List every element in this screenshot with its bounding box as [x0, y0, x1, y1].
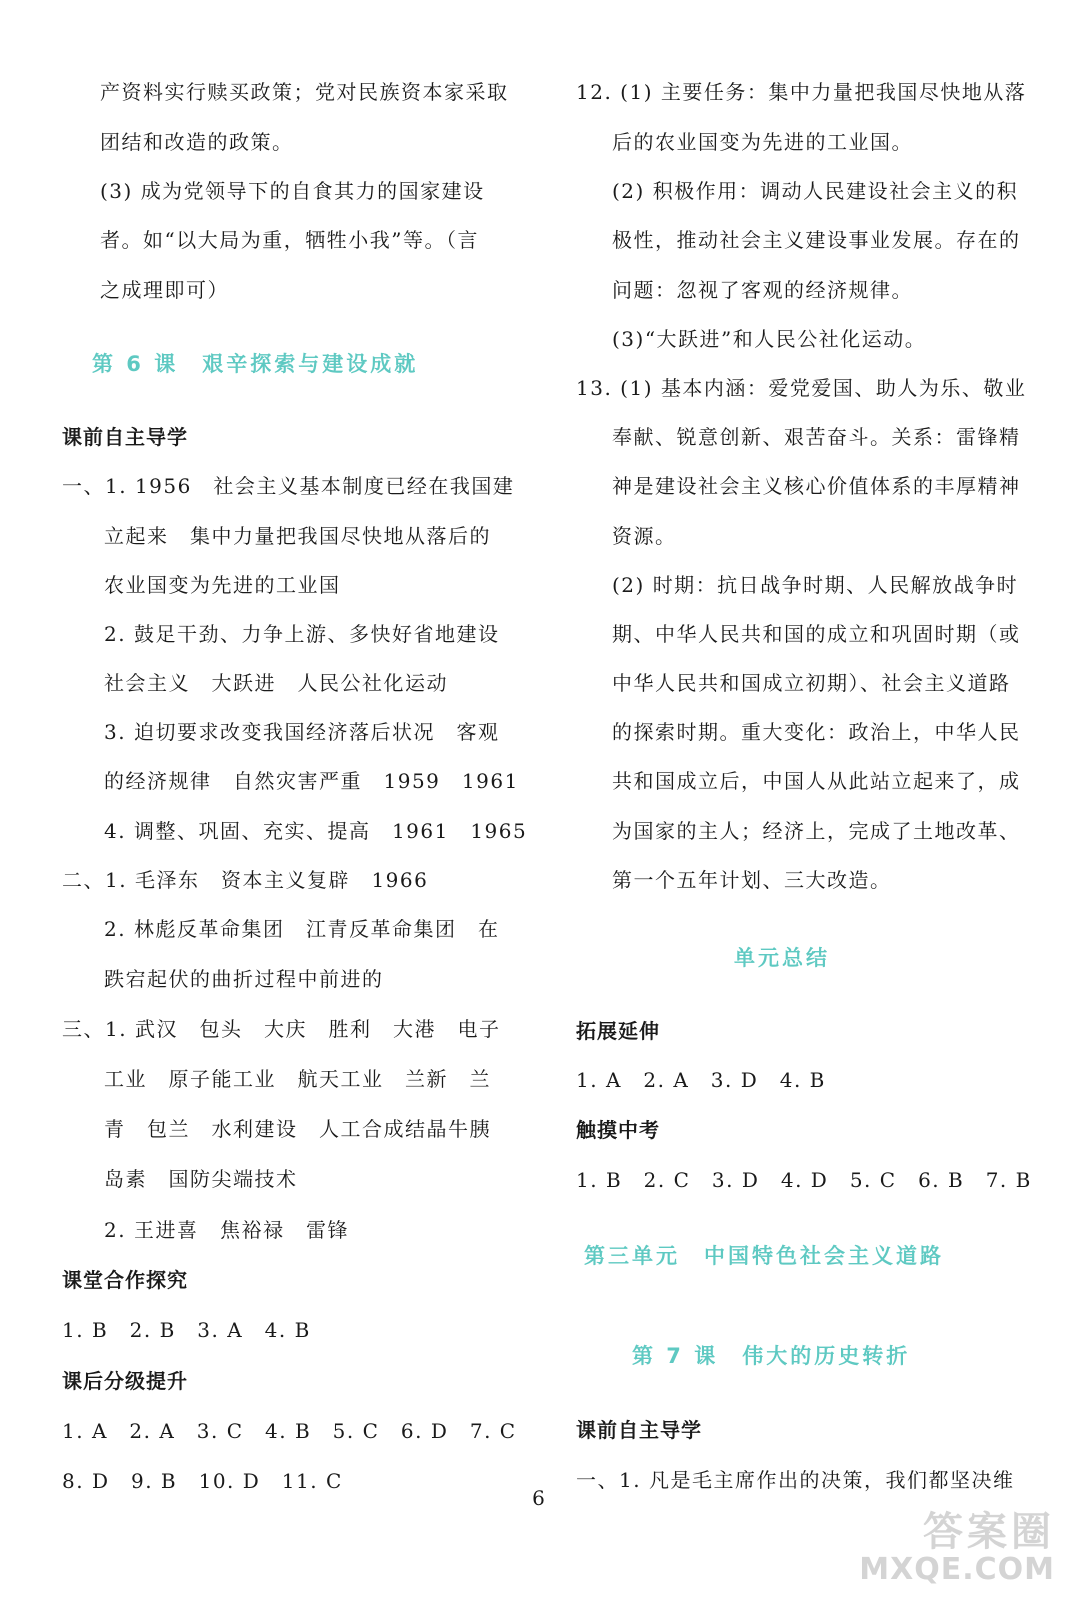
- text-line-right-13: 的探索时期。重大变化：政治上，中华人民: [612, 720, 1021, 744]
- section-heading-left-25: 课后分级提升: [62, 1369, 188, 1393]
- text-line-left-27: 8. D 9. B 10. D 11. C: [62, 1469, 343, 1493]
- text-line-right-15: 为国家的主人；经济上，完成了土地改革、: [612, 819, 1021, 843]
- text-line-right-25: 一、1. 凡是毛主席作出的决策，我们都坚决维: [576, 1468, 1015, 1492]
- text-line-left-8: 立起来 集中力量把我国尽快地从落后的: [104, 524, 491, 548]
- section-heading-left-23: 课堂合作探究: [62, 1268, 188, 1292]
- text-line-right-16: 第一个五年计划、三大改造。: [612, 868, 892, 892]
- text-line-right-7: 奉献、锐意创新、艰苦奋斗。关系：雷锋精: [612, 425, 1021, 449]
- text-line-left-4: 之成理即可）: [100, 278, 229, 302]
- text-line-right-19: 1. A 2. A 3. D 4. B: [576, 1068, 826, 1092]
- text-line-left-13: 的经济规律 自然灾害严重 1959 1961: [104, 769, 519, 793]
- text-line-right-3: 极性，推动社会主义建设事业发展。存在的: [612, 228, 1021, 252]
- text-line-right-9: 资源。: [612, 524, 677, 548]
- text-line-right-5: (3)“大跃进”和人民公社化运动。: [612, 327, 927, 351]
- section-heading-right-20: 触摸中考: [576, 1118, 660, 1142]
- text-line-left-21: 岛素 国防尖端技术: [104, 1167, 298, 1191]
- section-heading-left-6: 课前自主导学: [62, 425, 188, 449]
- page-number: 6: [532, 1486, 545, 1510]
- section-title-right-17: 单元总结: [734, 946, 830, 970]
- text-line-left-14: 4. 调整、巩固、充实、提高 1961 1965: [104, 819, 528, 843]
- text-line-left-3: 者。如“以大局为重，牺牲小我”等。（言: [100, 228, 479, 252]
- section-heading-right-18: 拓展延伸: [576, 1019, 660, 1043]
- text-line-left-7: 一、1. 1956 社会主义基本制度已经在我国建: [62, 474, 515, 498]
- text-line-left-20: 青 包兰 水利建设 人工合成结晶牛胰: [104, 1117, 491, 1141]
- watermark-url: MXQE.COM: [859, 1552, 1055, 1587]
- watermark-logo-text: 答案圈: [923, 1509, 1055, 1555]
- section-title-right-22: 第三单元 中国特色社会主义道路: [584, 1244, 944, 1268]
- text-line-right-21: 1. B 2. C 3. D 4. D 5. C 6. B 7. B: [576, 1168, 1032, 1192]
- text-line-left-26: 1. A 2. A 3. C 4. B 5. C 6. D 7. C: [62, 1419, 517, 1443]
- text-line-left-12: 3. 迫切要求改变我国经济落后状况 客观: [104, 720, 500, 744]
- text-line-left-17: 跌宕起伏的曲折过程中前进的: [104, 967, 384, 991]
- text-line-right-6: 13. (1) 基本内涵：爱党爱国、助人为乐、敬业: [576, 376, 1027, 400]
- text-line-left-24: 1. B 2. B 3. A 4. B: [62, 1318, 311, 1342]
- text-line-right-12: 中华人民共和国成立初期）、社会主义道路: [612, 671, 1011, 695]
- text-line-right-8: 神是建设社会主义核心价值体系的丰厚精神: [612, 474, 1021, 498]
- section-heading-right-24: 课前自主导学: [576, 1418, 702, 1442]
- text-line-left-1: 团结和改造的政策。: [100, 130, 294, 154]
- text-line-right-4: 问题：忽视了客观的经济规律。: [612, 278, 913, 302]
- text-line-left-16: 2. 林彪反革命集团 江青反革命集团 在: [104, 917, 500, 941]
- section-title-left-5: 第 6 课 艰辛探索与建设成就: [92, 352, 419, 376]
- text-line-left-10: 2. 鼓足干劲、力争上游、多快好省地建设: [104, 622, 500, 646]
- watermark: [859, 1500, 1065, 1596]
- text-line-left-22: 2. 王进喜 焦裕禄 雷锋: [104, 1218, 349, 1242]
- text-line-left-9: 农业国变为先进的工业国: [104, 573, 341, 597]
- text-line-left-11: 社会主义 大跃进 人民公社化运动: [104, 671, 448, 695]
- text-line-left-19: 工业 原子能工业 航天工业 兰新 兰: [104, 1067, 491, 1091]
- text-line-left-18: 三、1. 武汉 包头 大庆 胜利 大港 电子: [62, 1017, 501, 1041]
- text-line-right-11: 期、中华人民共和国的成立和巩固时期（或: [612, 622, 1021, 646]
- text-line-left-15: 二、1. 毛泽东 资本主义复辟 1966: [62, 868, 429, 892]
- text-line-right-0: 12. (1) 主要任务：集中力量把我国尽快地从落: [576, 80, 1027, 104]
- text-line-right-14: 共和国成立后，中国人从此站立起来了，成: [612, 769, 1021, 793]
- text-line-left-0: 产资料实行赎买政策；党对民族资本家采取: [100, 80, 509, 104]
- text-line-right-10: (2) 时期：抗日战争时期、人民解放战争时: [612, 573, 1019, 597]
- text-line-right-2: (2) 积极作用：调动人民建设社会主义的积: [612, 179, 1019, 203]
- text-line-left-2: (3) 成为党领导下的自食其力的国家建设: [100, 179, 485, 203]
- section-title-right-23: 第 7 课 伟大的历史转折: [632, 1344, 911, 1368]
- text-line-right-1: 后的农业国变为先进的工业国。: [612, 130, 913, 154]
